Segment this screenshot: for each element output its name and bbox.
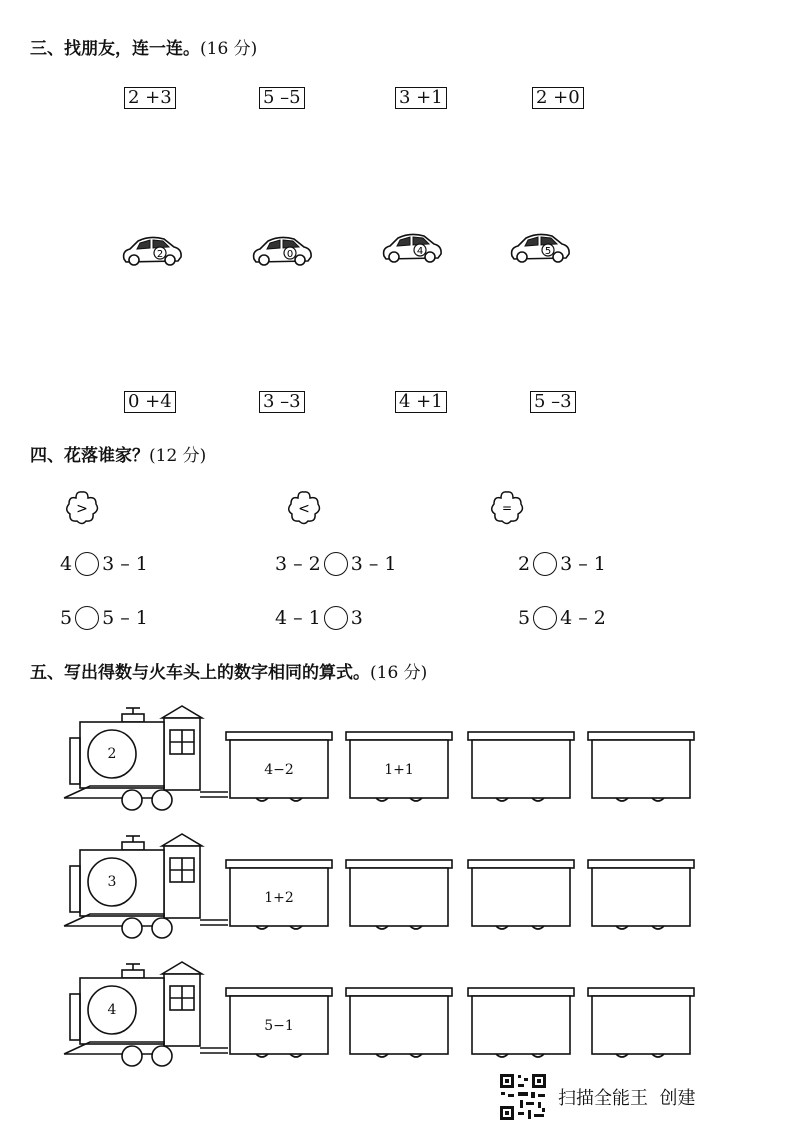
- car-icon-4: [508, 228, 572, 266]
- car-icon-3: [380, 228, 444, 266]
- answer-circle[interactable]: [533, 552, 557, 576]
- train-car-label[interactable]: 1+2: [264, 890, 294, 906]
- comparison-right: 3 – 1: [350, 553, 397, 575]
- train-1: [60, 702, 710, 812]
- comparison-left: 5: [518, 607, 531, 629]
- section3-score: (16 分): [200, 39, 258, 59]
- train-car-label[interactable]: 4−2: [264, 762, 294, 778]
- car-number-4: 5: [544, 246, 552, 257]
- train-drawing: [60, 702, 710, 812]
- comparison-item: [518, 606, 606, 630]
- comparison-item: [518, 552, 606, 576]
- top-expression-3: 3 +1: [395, 87, 447, 109]
- top-expression-2: 5 –5: [259, 87, 305, 109]
- flower-symbol-1: >: [76, 501, 88, 517]
- train-car-label[interactable]: 5−1: [264, 1018, 294, 1034]
- bottom-expression-4: 5 –3: [530, 391, 576, 413]
- train-drawing: [60, 830, 710, 940]
- section4-title: 四、花落谁家？: [30, 446, 149, 466]
- bottom-expression-3: 4 +1: [395, 391, 447, 413]
- engine-number: 2: [107, 746, 117, 762]
- qr-code-icon: [498, 1072, 548, 1122]
- section5-heading: [30, 658, 427, 683]
- comparison-item: [60, 552, 148, 576]
- comparison-left: 5: [60, 607, 73, 629]
- comparison-left: 2: [518, 553, 531, 575]
- flower-icon-3: [488, 488, 526, 526]
- flower-symbol-3: =: [501, 501, 513, 515]
- comparison-left: 3 – 2: [275, 553, 321, 575]
- comparison-right: 3: [350, 607, 363, 629]
- section5-title: 五、写出得数与火车头上的数字相同的算式。: [30, 663, 370, 683]
- section4-heading: [30, 441, 206, 466]
- watermark-text: 扫描全能王 创建: [558, 1088, 696, 1109]
- bottom-expression-2: 3 –3: [259, 391, 305, 413]
- section5-score: (16 分): [370, 663, 428, 683]
- comparison-right: 4 – 2: [560, 607, 606, 629]
- comparison-right: 3 – 1: [102, 553, 148, 575]
- answer-circle[interactable]: [324, 552, 348, 576]
- section4-score: (12 分): [149, 446, 207, 466]
- answer-circle[interactable]: [75, 606, 99, 630]
- train-2: [60, 830, 710, 940]
- answer-circle[interactable]: [75, 552, 99, 576]
- section3-title: 三、找朋友，连一连。: [30, 39, 200, 59]
- engine-number: 3: [107, 874, 117, 890]
- scanner-watermark: [498, 1072, 695, 1122]
- bottom-expression-1: 0 +4: [124, 391, 176, 413]
- comparison-right: 3 – 1: [560, 553, 606, 575]
- engine-number: 4: [107, 1002, 117, 1018]
- answer-circle[interactable]: [324, 606, 348, 630]
- car-icon-1: [120, 231, 184, 269]
- car-number-1: 2: [156, 249, 164, 260]
- comparison-item: [275, 552, 397, 576]
- train-3: [60, 958, 710, 1068]
- comparison-left: 4: [60, 553, 73, 575]
- top-expression-1: 2 +3: [124, 87, 176, 109]
- flower-symbol-2: <: [298, 501, 310, 517]
- flower-icon-2: [285, 488, 323, 526]
- comparison-item: [275, 606, 363, 630]
- flower-icon-1: [63, 488, 101, 526]
- train-drawing: [60, 958, 710, 1068]
- top-expression-4: 2 +0: [532, 87, 584, 109]
- comparison-right: 5 – 1: [102, 607, 148, 629]
- car-number-2: 0: [286, 249, 294, 260]
- comparison-left: 4 – 1: [275, 607, 321, 629]
- car-number-3: 4: [416, 246, 424, 257]
- comparison-item: [60, 606, 148, 630]
- section3-heading: [30, 34, 257, 59]
- train-car-label[interactable]: 1+1: [384, 762, 414, 778]
- answer-circle[interactable]: [533, 606, 557, 630]
- car-icon-2: [250, 231, 314, 269]
